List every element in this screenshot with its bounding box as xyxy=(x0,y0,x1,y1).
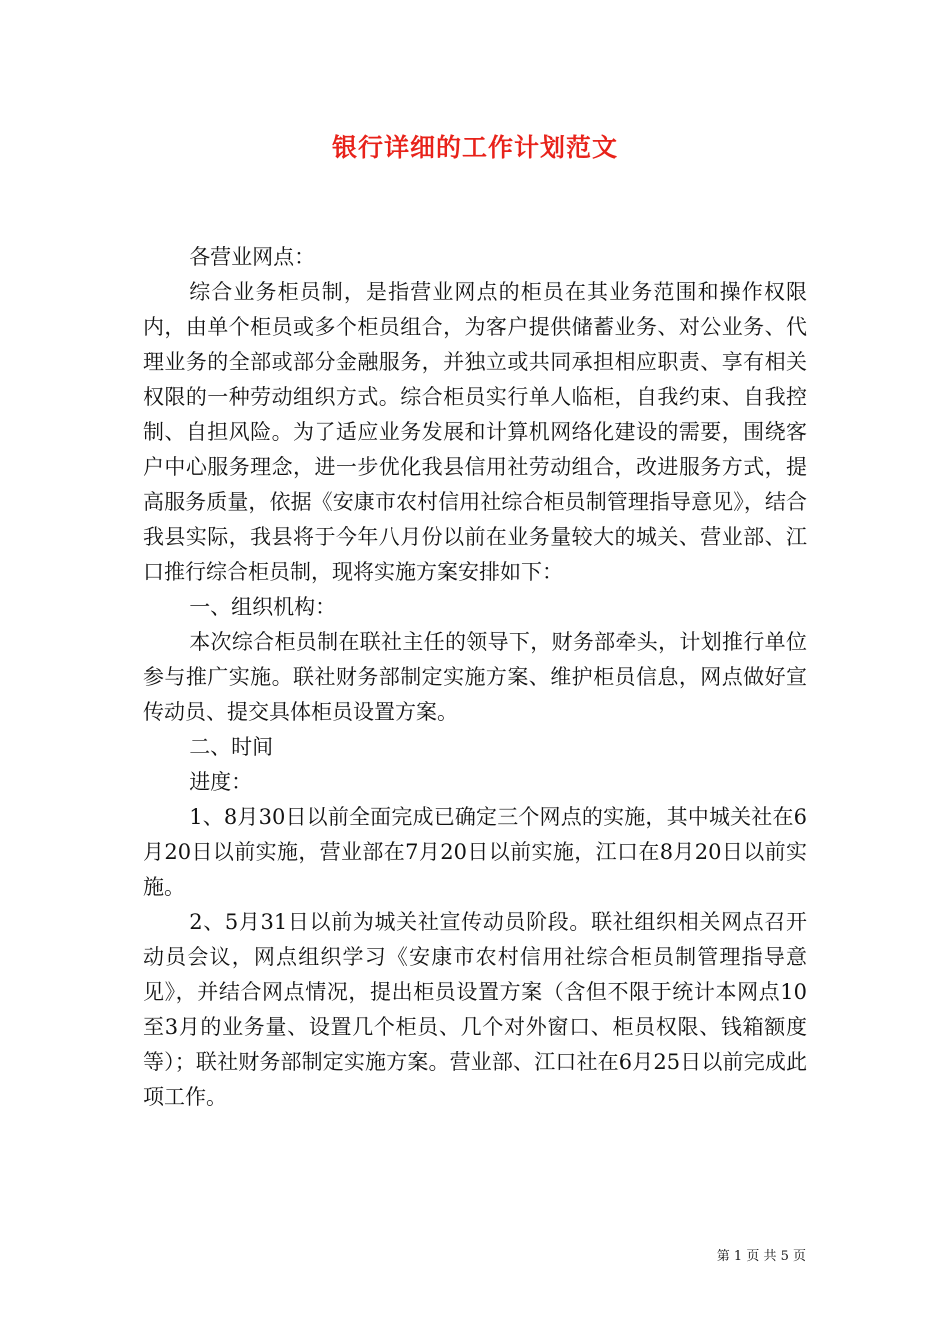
section-heading-time: 二、时间 xyxy=(189,735,274,759)
salutation: 各营业网点： xyxy=(189,245,316,269)
paragraph-intro: 综合业务柜员制，是指营业网点的柜员在其业务范围和操作权限内，由单个柜员或多个柜员组合，为客户提供储蓄业务、对公业务、代理业务的全部或部分金融服务，并独立或共同承担相应职责、享有相关权限的一种劳动组织方式。综合柜员实行单人临柜，自我约束、自我控制、自担风险。为了适应业务发展和计算机网络化建设的需要，围绕客户中心服务理念，进一步优化我县信用社劳动组合，改进服务方式，提高服务质量，依据《安康市农村信用社综合柜员制管理指导意见》，结合我县实际，我县将于今年八月份以前在业务量较大的城关、营业部、江口推行综合柜员制，现将实施方案安排如下： xyxy=(143,280,807,584)
page-number: 第 1 页 共 5 页 xyxy=(716,1249,806,1264)
document-body xyxy=(143,240,807,1115)
document-title: 银行详细的工作计划范文 xyxy=(331,133,618,162)
paragraph-item-1: 1、8月30日以前全面完成已确定三个网点的实施，其中城关社在6月20日以前实施，营业部在7月20日以前实施，江口在8月20日以前实施。 xyxy=(143,805,807,899)
section-subheading-progress: 进度： xyxy=(189,770,253,794)
page-footer xyxy=(0,1247,806,1267)
paragraph-item-2: 2、5月31日以前为城关社宣传动员阶段。联社组织相关网点召开动员会议，网点组织学习《安康市农村信用社综合柜员制管理指导意见》，并结合网点情况，提出柜员设置方案（含但不限于统计本网点10至3月的业务量、设置几个柜员、几个对外窗口、柜员权限、钱箱额度等）；联社财务部制定实施方案。营业部、江口社在6月25日以前完成此项工作。 xyxy=(143,910,807,1109)
paragraph-organization: 本次综合柜员制在联社主任的领导下，财务部牵头，计划推行单位参与推广实施。联社财务部制定实施方案、维护柜员信息，网点做好宣传动员、提交具体柜员设置方案。 xyxy=(143,630,807,724)
section-heading-organization: 一、组织机构： xyxy=(189,595,337,619)
